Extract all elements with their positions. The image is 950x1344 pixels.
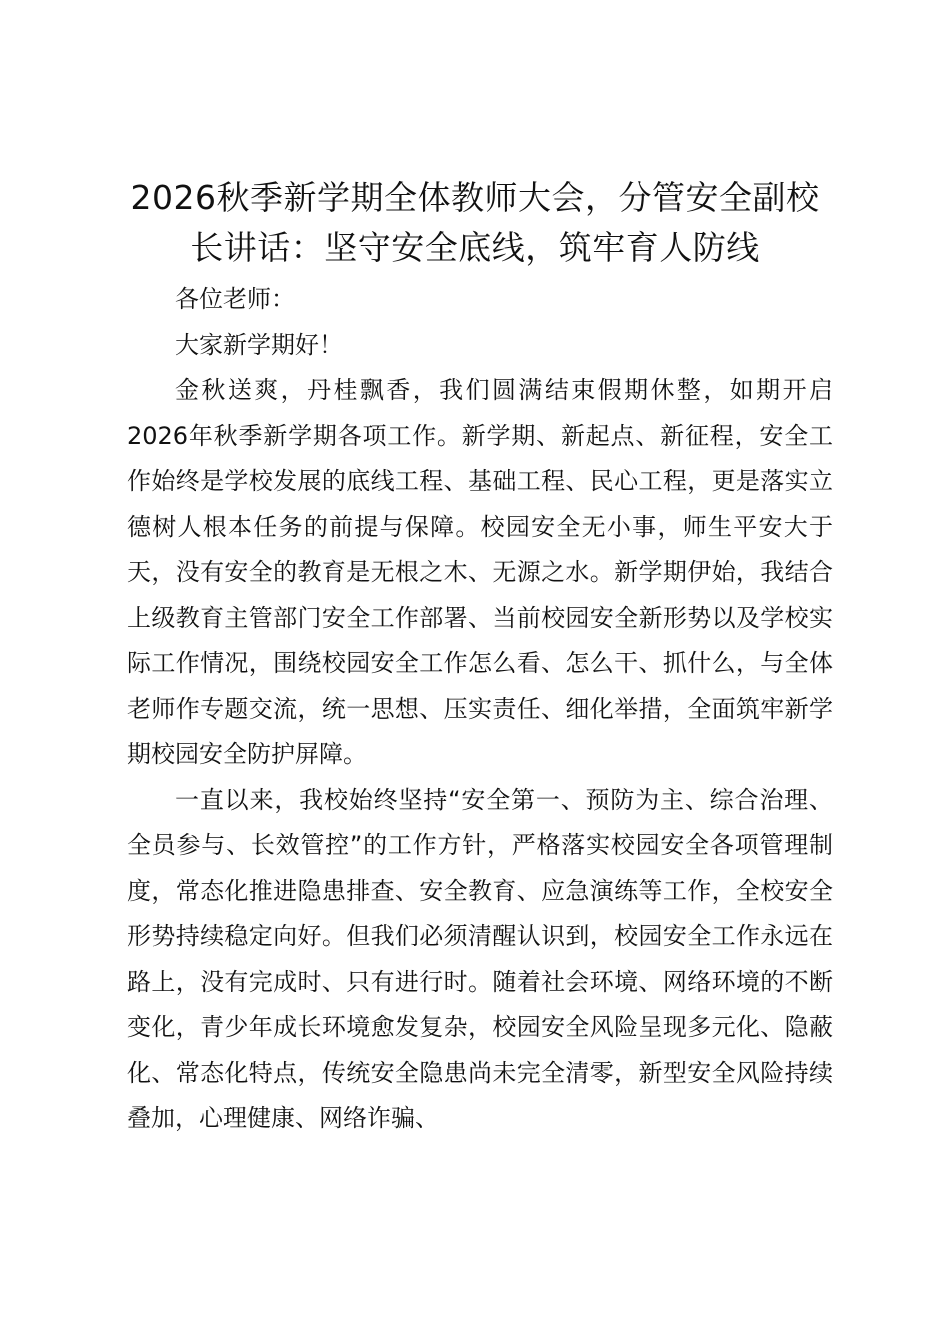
greeting: 大家新学期好！ xyxy=(175,330,343,359)
body-paragraph: 一直以来，我校始终坚持“安全第一、预防为主、综合治理、全员参与、长效管控”的工作方针，严格落实校园安全各项管理制度，常态化推进隐患排查、安全教育、应急演练等工作，全校安全形势持续稳定向好。但我们必须清醒认识到，校园安全工作永远在路上，没有完成时、只有进行时。随着社会环境、网络环境的不断变化，青少年成长环境愈发复杂，校园安全风险呈现多元化、隐蔽化、常态化特点，传统安全隐患尚未完全清零，新型安全风险持续叠加，心理健康、网络诈骗、 xyxy=(127,785,833,1132)
salutation: 各位老师： xyxy=(175,285,295,313)
body-paragraph: 金秋送爽，丹桂飘香，我们圆满结束假期休整，如期开启2026年秋季新学期各项工作。新学期、新起点、新征程，安全工作始终是学校发展的底线工程、基础工程、民心工程，更是落实立德树人根本任务的前提与保障。校园安全无小事，师生平安大于天，没有安全的教育是无根之木、无源之水。新学期伊始，我结合上级教育主管部门安全工作部署、当前校园安全新形势以及学校实际工作情况，围绕校园安全工作怎么看、怎么干、抓什么，与全体老师作专题交流，统一思想、压实责任、细化举措，全面筑牢新学期校园安全防护屏障。 xyxy=(127,376,833,768)
document-body xyxy=(127,277,833,1142)
document-title: 2026秋季新学期全体教师大会，分管安全副校长讲话：坚守安全底线，筑牢育人防线 xyxy=(130,178,820,267)
